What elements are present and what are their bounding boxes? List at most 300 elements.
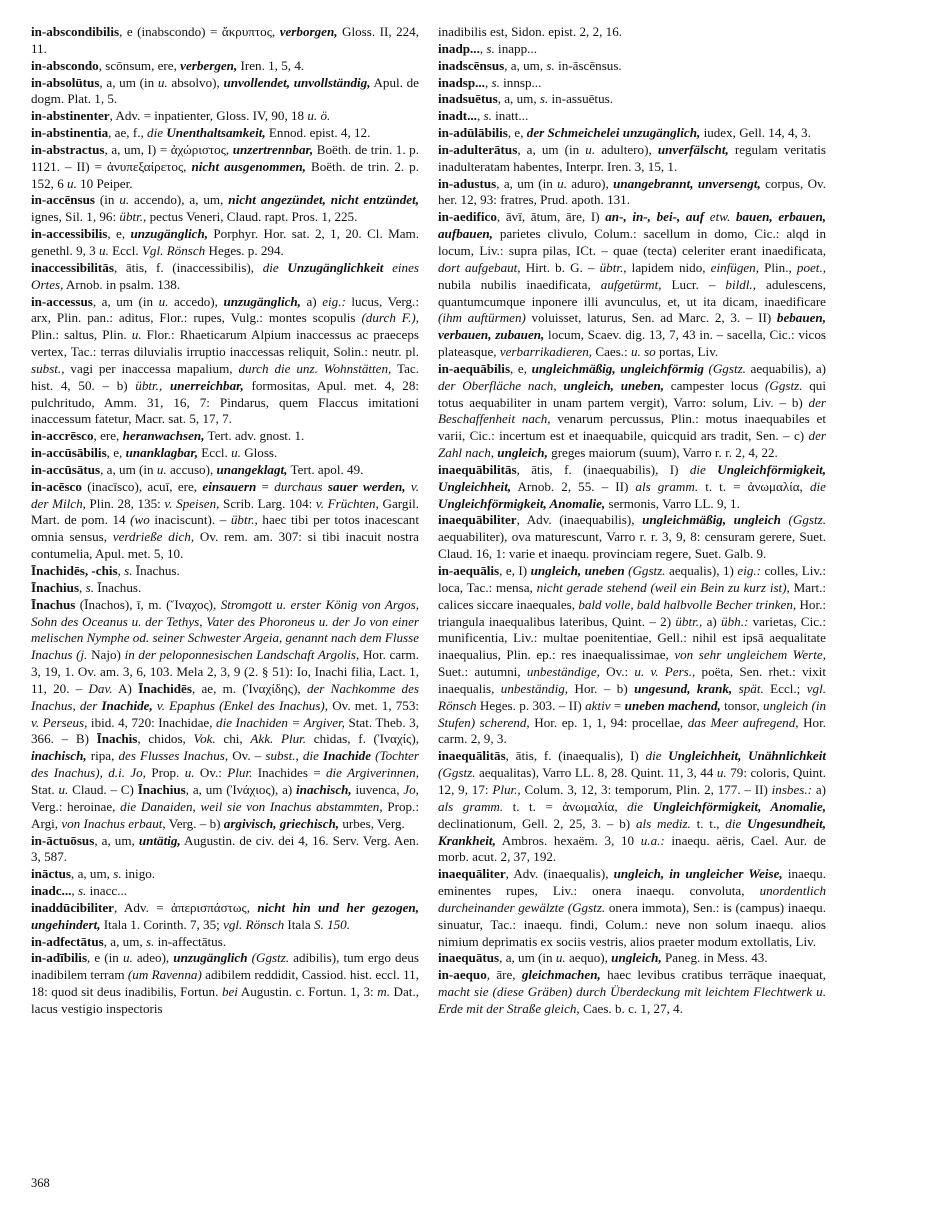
entry-text: t. t., — [690, 815, 726, 831]
entry-text: Verg.: heroinae, — [31, 798, 121, 814]
entry-headword: in-adulterātus — [438, 141, 518, 157]
entry-italic-text: von sehr ungleichem Werte, — [674, 647, 827, 663]
entry-text: regulam veritatis inadulteratam habentes, Interpr. Iren. 3, 15, 1. — [438, 141, 826, 174]
entry-italic-text: u. — [58, 781, 69, 797]
entry-translation-text: heranwachsen, — [122, 428, 205, 444]
entry-italic-text: s. — [486, 40, 495, 56]
entry-text: nubila nubilis inaedificata, — [438, 276, 601, 292]
entry-italic-text: die Argiverinnen, — [326, 765, 419, 781]
entry-text: Caes.: — [592, 344, 631, 360]
entry-text: A) — [112, 680, 139, 696]
entry-text: Eccl. — [198, 445, 232, 461]
entry-text: Apul. de dogm. Plat. 1, 5. — [31, 74, 419, 107]
dictionary-entry — [438, 125, 826, 142]
entry-text: lapidem nido, — [626, 259, 711, 275]
entry-translation-text: ungesund, krank, — [634, 680, 733, 696]
entry-text: Itala — [284, 916, 314, 932]
entry-headword: in-accūsābilis — [31, 445, 107, 461]
entry-italic-text: (Ggstz. — [251, 950, 290, 966]
entry-italic-text: Jo, — [403, 781, 419, 797]
entry-translation-text: Ungleichförmigkeit, Ungleichheit, — [438, 461, 826, 494]
entry-headword: in-adustus — [438, 175, 497, 191]
entry-italic-text: bildl., — [725, 276, 756, 292]
entry-text: absolvo), — [167, 74, 224, 90]
entry-italic-text: s. — [539, 91, 549, 107]
dictionary-entry — [438, 563, 826, 748]
entry-headword: inadc... — [31, 883, 72, 899]
entry-italic-text: m. — [377, 984, 390, 1000]
entry-text: Lucr. – — [661, 276, 726, 292]
dictionary-entry — [31, 580, 419, 597]
entry-italic-text: übtr., — [675, 613, 703, 629]
entry-translation — [613, 176, 761, 191]
entry-italic-text: u.a.: — [640, 832, 665, 848]
entry-headword: in-abscondo — [31, 57, 99, 73]
entry-text: accedo), — [168, 293, 224, 309]
entry-text: , ātis, f. (inaequabilis), I) — [516, 461, 690, 477]
entry-text: Scrib. Larg. 104: — [219, 495, 316, 511]
entry-italic-text: als gramm. — [438, 798, 504, 814]
entry-italic-text: s. — [124, 563, 133, 578]
entry-text: Tert. adv. gnost. 1. — [204, 428, 305, 444]
entry-italic-text: u. — [184, 765, 195, 781]
entry-text: inacc... — [86, 883, 128, 899]
entry-text: , chidos, — [137, 731, 194, 747]
dictionary-entry — [31, 226, 419, 260]
dictionary-entry — [31, 479, 419, 563]
entry-italic-text: (Tochter des Inachus), d.i. Jo, — [31, 748, 420, 781]
entry-translation-text: ungleich, uneben, — [563, 377, 665, 393]
entry-text: Hor. carm. 3, 19, 1. Ov. am. 3, 6, 103. Mela 2, 3, 9 (2. § 51): Io, Inachi filia, Lact. 1, 11, 20. – — [31, 647, 419, 696]
entry-text: , ere, — [93, 428, 123, 444]
entry-text: inaequ. eminentes rupes, Liv.: onera inaequ. convoluta, — [438, 866, 826, 899]
entry-text: Caes. b. c. 1, 27, 4. — [579, 1000, 683, 1016]
entry-italic-text: Dav. — [88, 680, 113, 696]
entry-italic-text: unordentlich durcheinander gewälzte (Ggstz. — [438, 883, 826, 915]
entry-italic-text: u. v. Pers., — [634, 664, 696, 680]
entry-text: parietes clivulo, Colum.: sacellum in domo, Cic.: alqd in locum, Liv.: supra pilas, ICt. – quae (tecta) celeriter erant inaedificata, — [438, 226, 826, 258]
entry-text: pectus Veneri, Claud. rapt. Pros. 1, 225. — [146, 209, 358, 225]
entry-italic-text: (ihm auftürmen) — [438, 310, 526, 326]
entry-text: formositas, Apul. met. 4, 28: pulchritudo, Amm. 31, 16, 7: Pindarus, quem Flaccus imitationi inaccessum fatetur, Macr. sat. 5, 17, 7. — [31, 377, 420, 427]
entry-text: tonsor, — [720, 697, 764, 713]
entry-italic-text: Rönsch — [166, 242, 206, 258]
entry-headword: Īnachis — [96, 731, 138, 747]
entry-text: , — [117, 563, 125, 578]
entry-text: , a, um, I) = ἀχώριστος, — [104, 141, 233, 157]
entry-italic-text: der Nachkomme des Inachus, der — [31, 680, 419, 713]
entry-italic-text: der Zahl nach, — [438, 428, 826, 461]
entry-translation — [166, 125, 265, 140]
entry-headword: inaequātus — [438, 950, 500, 966]
dictionary-entry — [438, 512, 826, 563]
entry-translation-text: unvollendet, unvollständig, — [223, 74, 371, 90]
entry-text: chi, — [215, 731, 251, 747]
entry-translation-text: unangebrannt, unversengt, — [613, 175, 761, 191]
entry-text: aequalitas), Varro LL. 8, 28. Quint. 11, 3, 44 — [475, 765, 717, 781]
entry-translation — [126, 445, 198, 460]
entry-headword: in-āctuōsus — [31, 832, 95, 848]
entry-headword: in-adūlābilis — [438, 125, 508, 141]
entry-text: Tert. apol. 49. — [287, 461, 364, 477]
entry-headword: in-accessibilis — [31, 226, 108, 242]
entry-translation — [191, 159, 306, 174]
dictionary-entry — [31, 563, 419, 580]
entry-italic-text: nicht gerade stehend (weil ein Bein zu kurz ist), — [536, 579, 790, 595]
entry-text: = — [256, 478, 275, 494]
entry-italic-text: (Ggstz. — [438, 765, 476, 781]
dictionary-entry — [438, 108, 826, 125]
page-number: 368 — [31, 1176, 50, 1190]
entry-italic-text: vgl. Rönsch — [223, 916, 285, 932]
entry-text: inigo. — [121, 866, 156, 882]
entry-translation — [653, 799, 826, 814]
entry-italic-text: übtr., — [599, 259, 627, 275]
entry-translation-text: unverfälscht, — [657, 141, 729, 157]
entry-translation — [101, 698, 152, 713]
entry-text: , scōnsum, ere, — [98, 57, 181, 73]
entry-italic-text: die — [689, 461, 706, 477]
entry-text: , a, um, — [103, 933, 146, 949]
entry-text: Eccl.; — [763, 680, 807, 696]
entry-italic-text: eig.: — [322, 293, 346, 309]
entry-text: Hor.: triangula inaequalibus lateribus, Quint. – 2) — [438, 596, 827, 629]
entry-translation-text: unzugänglich — [173, 950, 248, 966]
entry-text: Hor. carm. 2, 9, 3. — [438, 714, 826, 747]
entry-text: inadibilis est, Sidon. epist. 2, 2, 16. — [438, 24, 623, 39]
entry-italic-text: die Inachiden = Argiver, — [216, 714, 345, 730]
entry-text: Porphyr. Hor. sat. 2, 1, 20. Cl. Mam. genethl. 9, 3 — [31, 226, 420, 258]
entry-translation — [531, 563, 625, 578]
entry-text: Heges. p. 303. – II) — [476, 697, 586, 713]
entry-text: Ov.: — [194, 765, 228, 781]
entry-text: colles, Liv.: loca, Tac.: mensa, — [438, 563, 827, 595]
entry-text: aduro), — [566, 175, 614, 191]
entry-text — [706, 462, 717, 477]
entry-translation — [170, 378, 244, 393]
entry-translation — [287, 260, 383, 275]
entry-text: qui totus aequabiliter in unam partem vergit), Varro: solum, Liv. – b) — [438, 377, 826, 410]
entry-text: Augustin. c. Fortun. 1, 3: — [237, 984, 378, 1000]
entry-headword: in-adībilis — [31, 950, 88, 966]
entry-text: (inacīsco), acuī, ere, — [81, 478, 203, 494]
entry-headword: inaequālitās — [438, 748, 506, 764]
entry-text: , a, um (in — [100, 461, 157, 477]
entry-text: = — [610, 697, 625, 713]
entry-headword: Īnachus — [31, 596, 76, 612]
entry-translation-text: unzertrennbar, — [232, 141, 314, 157]
entry-italic-text: der Beschaffenheit nach, — [438, 394, 826, 427]
entry-text: accuso), — [166, 461, 217, 477]
entry-headword: inaddūcibiliter — [31, 899, 114, 915]
entry-text: Verg. – b) — [165, 815, 224, 831]
entry-headword: in-accēnsus — [31, 192, 96, 208]
entry-headword: in-aequābilis — [438, 360, 511, 376]
dictionary-entry — [31, 75, 419, 109]
entry-translation-text: gleichmachen, — [521, 967, 601, 983]
entry-translation-text: ungleich, — [497, 445, 548, 461]
entry-italic-text: (Ggstz. — [628, 563, 666, 578]
entry-text: , a, um (in — [499, 950, 556, 966]
entry-text: adultero), — [595, 141, 658, 157]
entry-text: sermonis, Varro LL. 9, 1. — [605, 495, 740, 511]
entry-translation-text: ungleichmäßig, ungleichförmig — [531, 360, 704, 376]
entry-text: chidas, f. (Ἰναχίς), — [306, 731, 419, 747]
entry-text: Hirt. b. G. – — [520, 259, 600, 275]
entry-text: Inachides = — [252, 765, 326, 781]
entry-text: Stat. — [31, 781, 59, 797]
entry-headword: in-aequo — [438, 967, 487, 983]
entry-text: Paneg. in Mess. 43. — [661, 950, 768, 966]
entry-headword: inadscēnsus — [438, 57, 505, 73]
entry-text: , — [476, 108, 484, 124]
entry-text: a) — [300, 293, 323, 309]
entry-headword: in-absolūtus — [31, 74, 100, 90]
entry-headword: inadp... — [438, 40, 480, 56]
entry-translation — [563, 378, 664, 393]
entry-text: t. t. = ἀνωμαλία, — [503, 798, 628, 814]
entry-translation-text: Ungleichförmigkeit, Anomalie, — [652, 798, 826, 814]
entry-italic-text: u. — [557, 175, 567, 191]
entry-text: ignes, Sil. 1, 96: — [31, 209, 120, 225]
entry-translation-text: inachisch, — [296, 781, 352, 797]
entry-translation — [614, 866, 783, 881]
entry-italic-text: bei — [221, 984, 238, 1000]
entry-translation-text: ungleich, in ungleicher Weise, — [613, 866, 783, 882]
entry-text: Arnob. in psalm. 138. — [63, 276, 181, 292]
entry-text: in-āscēnsus. — [554, 57, 622, 73]
entry-text: aequalis), 1) — [665, 563, 738, 578]
entry-translation-text: Inachide, — [101, 697, 153, 713]
entry-text: Dat., lacus vestigio inspectoris — [31, 984, 419, 1016]
entry-italic-text: s. — [491, 74, 500, 90]
entry-text: , a, um (in — [99, 74, 158, 90]
entry-text: varietas, Cic.: munificentia, Liv.: multae poenitentiae, Gell.: nihil est ipsā aequalitate inaequalius, Plin. ep.: res inaequalissimae, — [438, 613, 826, 663]
entry-text: adibilem reddidit, Cassiod. hist. eccl. 11, 18: quod sit deus inadibilis, Fortun. — [31, 967, 419, 1000]
entry-headword: in-acēsco — [31, 478, 82, 494]
entry-italic-text: Akk. Plur. — [250, 731, 307, 747]
entry-text: Iren. 1, 5, 4. — [237, 57, 305, 73]
entry-translation-text: Unenthaltsamkeit, — [166, 125, 266, 141]
entry-text: , a, um, — [504, 57, 547, 73]
entry-text: , ae, m. (Ἰναχίδης), — [191, 680, 307, 696]
entry-italic-text: die — [627, 798, 644, 814]
dictionary-entry — [438, 91, 826, 108]
entry-translation — [217, 462, 288, 477]
entry-italic-text: der Oberfläche nach, — [438, 377, 557, 393]
entry-text: , Adv. (inaequabilis), — [516, 512, 643, 528]
entry-text: ripa, — [86, 748, 119, 764]
entry-text: adeo), — [132, 950, 174, 966]
entry-italic-text: spät. — [738, 680, 764, 696]
entry-italic-text: ungleich (in Stufen) scherend, — [438, 697, 827, 730]
entry-translation-text: einsauern — [202, 478, 257, 494]
entry-headword: in-abstinentia — [31, 125, 109, 141]
entry-translation-text: der Schmeichelei unzugänglich, — [526, 125, 701, 141]
entry-italic-text: u. — [119, 192, 130, 208]
dictionary-entry — [438, 75, 826, 92]
entry-text: portas, Liv. — [655, 344, 719, 360]
entry-text: Stat. Theb. 3, 366. – B) — [31, 714, 419, 747]
entry-italic-text: u. — [555, 950, 566, 966]
entry-text: , a, um (in — [92, 293, 159, 309]
entry-italic-text: s. — [546, 57, 555, 73]
entry-text: declinationum, Gell. 2, 25, 3. – b) — [438, 815, 636, 831]
entry-text: accendo), a, um, — [129, 192, 229, 208]
entry-text: Gargil. Mart. de pom. 14 — [31, 495, 420, 528]
entry-italic-text: macht sie (diese Gräben) durch Überdeckung mit leichtem Flechtwerk u. Erde mit der Straße gleich, — [438, 984, 826, 1016]
entry-text: Eccl. — [108, 242, 142, 258]
entry-italic-text: als mediz. — [635, 815, 691, 831]
entry-text: , ae, f., — [108, 125, 148, 141]
entry-text: , Adv. = inpatienter, Gloss. IV, 90, 18 — [109, 108, 308, 124]
entry-text: Itala 1. Corinth. 7, 35; — [100, 916, 224, 932]
entry-text: Arnob. 2, 55. – II) — [511, 478, 636, 494]
entry-text: Hor. – b) — [568, 680, 635, 696]
entry-text: , ātis, f. (inaequalis), I) — [505, 748, 646, 764]
entry-headword: inaequāliter — [438, 866, 506, 882]
entry-text: 79: coloris, Quint. 12, 9, 17: — [438, 765, 827, 797]
entry-translation-text: unzugänglich, — [223, 293, 301, 309]
entry-italic-text: u. — [158, 293, 169, 309]
entry-headword: inaequābilitās — [438, 461, 517, 477]
entry-headword: inadt... — [438, 108, 477, 124]
entry-italic-text: s. — [77, 883, 87, 899]
entry-italic-text: die — [645, 748, 662, 764]
entry-italic-text: das Meer aufregend, — [687, 714, 799, 730]
entry-text: Prop.: Argi, — [31, 798, 419, 831]
entry-italic-text: (Ggstz. — [708, 360, 746, 376]
dictionary-entry — [438, 142, 826, 176]
entry-text: venarum percussus, Plin.: motus inaequabiles et varii, Cic.: incertum est et inaequabile, quicquid ars tradit, Sen. – c) — [438, 411, 826, 444]
entry-text: , āvī, ātum, āre, I) — [496, 209, 606, 225]
entry-text: adulescens, quantumcumque inponere illi avunculus, et, ut ita dicam, inaedificare — [438, 276, 826, 309]
entry-translation-text: unangeklagt, — [216, 461, 288, 477]
entry-text: innsp... — [499, 74, 542, 90]
entry-text: poëta, Sen. rhet.: vixit inaequalis, — [438, 664, 826, 696]
entry-italic-text: übh.: — [721, 613, 749, 629]
entry-translation — [497, 445, 548, 460]
entry-italic-text: die — [262, 259, 279, 275]
entry-text: t. t. = ἀνωμαλία, — [698, 478, 810, 494]
entry-text: Colum. 3, 12, 3: temporum, Plin. 2, 177. – II) — [520, 781, 772, 797]
entry-text: , e, — [510, 360, 532, 376]
entry-text: adibilis), tum ergo deus inadibilem terram — [31, 950, 420, 983]
entry-text: Ambros. hexaëm. 3, 10 — [495, 832, 641, 848]
entry-text: onera immota), Sen.: is (campus) inaequ. sinuatur, Tac.: inaequ. findi, Colum.: neve non solum inaequ. alios nimium deprimatis ex sociis vestris, alios praeter modum extollatis, Liv. — [438, 899, 826, 949]
entry-italic-text: des Flusses Inachus, — [118, 748, 229, 764]
entry-text: Prop. — [145, 765, 185, 781]
entry-italic-text: durch die unz. Wohnstätten, — [238, 360, 392, 376]
dictionary-entry — [438, 209, 826, 361]
entry-headword: Īnachidēs — [138, 680, 192, 696]
entry-text — [162, 378, 170, 393]
entry-text: Augustin. de civ. dei 4, 16. Serv. Verg. Aen. 3, 587. — [31, 832, 419, 865]
entry-italic-text: u. — [131, 327, 142, 343]
entry-italic-text: poet., — [796, 259, 826, 275]
entry-text: , e (in — [87, 950, 123, 966]
entry-translation — [611, 950, 662, 965]
entry-translation — [532, 361, 704, 376]
entry-translation — [605, 209, 704, 224]
entry-text: Gloss. — [240, 445, 278, 461]
entry-italic-text: als gramm. — [635, 478, 699, 494]
entry-translation-text: unzugänglich, — [130, 226, 209, 242]
entry-text: , e, — [107, 226, 131, 242]
entry-italic-text: Vgl. — [141, 242, 164, 258]
entry-italic-text: u. — [99, 242, 109, 258]
entry-italic-text: v. Epaphus (Enkel des Inachus), — [156, 697, 329, 713]
entry-italic-text: (um Ravenna) — [127, 967, 202, 983]
entry-text: haec tibi per totos inacescant omnia sensus, — [31, 512, 419, 545]
entry-translation-text: uneben machend, — [624, 697, 721, 713]
entry-text: Suet.: autumni, — [438, 664, 527, 680]
entry-italic-text: unbeständig, — [500, 680, 569, 696]
entry-italic-text: u. — [157, 74, 168, 90]
entry-translation-text: nicht ausgenommen, — [191, 158, 306, 174]
entry-italic-text: eines Ortes, — [31, 259, 419, 292]
entry-text: Mart.: calices siccare inaequales, — [438, 579, 827, 612]
entry-translation — [233, 142, 313, 157]
entry-text: Tac. hist. 4, 50. – b) — [31, 360, 419, 393]
entry-italic-text: von Inachus erbaut, — [61, 815, 166, 831]
dictionary-entry — [438, 41, 826, 58]
entry-text — [643, 799, 653, 814]
entry-italic-text: u. — [156, 461, 167, 477]
entry-italic-text: die — [147, 125, 164, 141]
entry-text: in-assuētus. — [548, 91, 613, 107]
entry-text: , — [479, 40, 487, 56]
entry-translation — [224, 816, 339, 831]
entry-translation-text: Unzugänglichkeit — [287, 259, 384, 275]
entry-text: Heges. p. 294. — [205, 242, 284, 258]
entry-text: Plin.: saltus, Plin. — [31, 327, 132, 343]
entry-italic-text: (Ggstz. — [765, 377, 803, 393]
entry-text: inaequ. aëris, Cael. Aur. de morb. acut. 2, 37, 192. — [438, 832, 826, 865]
entry-italic-text: die — [810, 478, 826, 494]
entry-headword: in-accrēsco — [31, 428, 94, 444]
entry-italic-text: Vok. — [193, 731, 216, 747]
entry-translation — [228, 192, 419, 207]
entry-translation-text: verborgen, — [279, 24, 338, 39]
entry-italic-text: aufgetürmt, — [600, 276, 662, 292]
dictionary-entry — [31, 294, 419, 429]
entry-text: voluisset, laturus, Sen. ad Marc. 2, 3. – II) — [525, 310, 777, 326]
entry-text: Claud. – C) — [68, 781, 138, 797]
entry-italic-text: s. — [85, 579, 94, 595]
dictionary-entry — [31, 900, 419, 934]
entry-text: inapp... — [494, 40, 537, 56]
entry-italic-text: subst., die — [265, 748, 319, 764]
entry-text: , — [484, 74, 492, 90]
entry-translation — [223, 75, 370, 90]
entry-translation-text: unerreichbar, — [169, 377, 244, 393]
entry-headword: in-abscondibilis — [31, 24, 120, 39]
entry-italic-text: die Danaiden, weil sie von Inachus abstammten, — [120, 798, 383, 814]
entry-text: aequabilis), a) — [745, 360, 827, 376]
dictionary-entry — [31, 883, 419, 900]
entry-text: , a, um, — [94, 832, 139, 848]
entry-translation — [139, 833, 181, 848]
entry-translation — [202, 479, 256, 494]
entry-italic-text: durchaus — [274, 478, 323, 494]
entry-translation-text: ungleich, uneben — [530, 563, 625, 578]
entry-text: 10 Peiper. — [76, 175, 133, 191]
entry-italic-text: u. — [716, 765, 727, 781]
entry-italic-text: übtr., — [230, 512, 258, 528]
entry-italic-text: verdrieße dich, — [112, 529, 195, 545]
dictionary-entry — [438, 176, 826, 210]
